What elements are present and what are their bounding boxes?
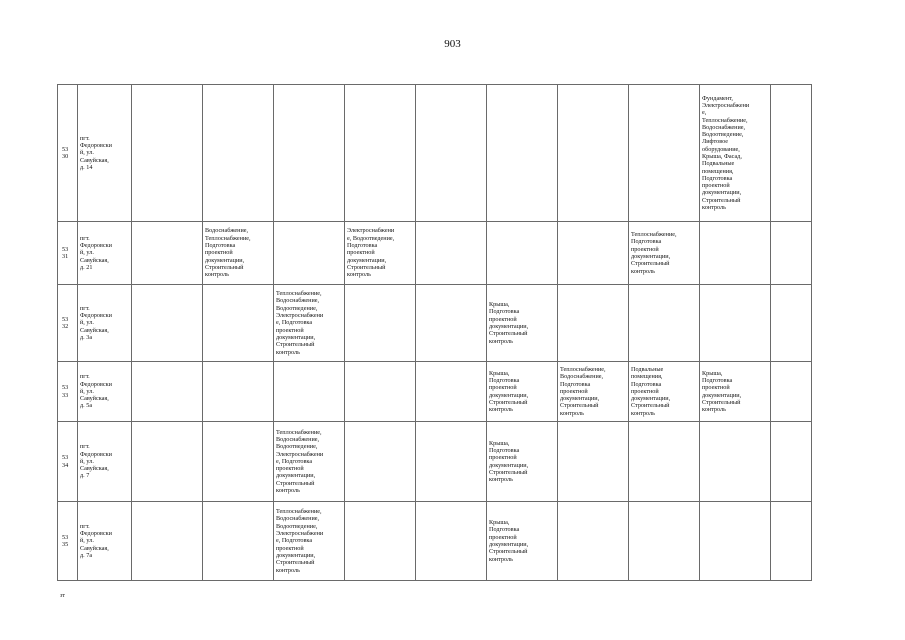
works-cell: Крыша, Подготовка проектной документации, Строительный контроль [487,285,558,362]
works-cell [132,362,203,422]
address-cell: пгт. Федоровски й, ул. Савуйская, д. 7 [78,422,132,502]
works-cell [700,285,771,362]
row-number-cell: 53 32 [58,285,78,362]
works-cell [274,222,345,285]
works-cell [487,85,558,222]
works-cell [771,362,812,422]
page-number: 903 [444,38,461,50]
works-cell: Теплоснабжение, Подготовка проектной документации, Строительный контроль [629,222,700,285]
works-cell [558,222,629,285]
works-cell: Теплоснабжение, Водоснабжение, Водоотведение, Электроснабжени е, Подготовка проектной документации, Строительный контроль [274,285,345,362]
works-cell [203,422,274,502]
works-cell [700,222,771,285]
row-number-cell: 53 34 [58,422,78,502]
works-cell [416,362,487,422]
works-cell [558,85,629,222]
row-number-cell: 53 31 [58,222,78,285]
works-cell [771,502,812,581]
works-cell: Водоснабжение, Теплоснабжение, Подготовка проектной документации, Строительный контроль [203,222,274,285]
works-cell [771,422,812,502]
works-cell [771,222,812,285]
works-cell: Крыша, Подготовка проектной документации, Строительный контроль [487,502,558,581]
works-cell [629,422,700,502]
works-cell [274,362,345,422]
works-cell: Теплоснабжение, Водоснабжение, Подготовка проектной документации, Строительный контроль [558,362,629,422]
works-cell [203,285,274,362]
works-cell [771,85,812,222]
works-cell [132,285,203,362]
works-cell [345,362,416,422]
works-cell [345,285,416,362]
works-cell [558,285,629,362]
address-cell: пгт. Федоровски й, ул. Савуйская, д. 7а [78,502,132,581]
works-cell [416,502,487,581]
works-cell [629,502,700,581]
works-cell: Крыша, Подготовка проектной документации, Строительный контроль [700,362,771,422]
table-row [58,222,812,285]
works-cell [416,422,487,502]
address-cell: пгт. Федоровски й, ул. Савуйская, д. 5а [78,362,132,422]
works-cell [132,222,203,285]
works-cell [700,502,771,581]
works-cell [771,285,812,362]
works-cell: Фундамент, Электроснабжени е, Теплоснабжение, Водоснабжение, Водоотведение, Лифтовое оборудование, Крыша, Фасад, Подвальные помещения, Подготовка проектной документации, Строительный контроль [700,85,771,222]
works-cell [558,502,629,581]
works-cell [345,85,416,222]
works-cell [416,222,487,285]
works-cell: Электроснабжени е, Водоотведение, Подготовка проектной документации, Строительный контроль [345,222,416,285]
works-cell [700,422,771,502]
works-cell [203,362,274,422]
works-cell [345,502,416,581]
works-cell [345,422,416,502]
footer-mark: зт [60,593,65,599]
works-cell [558,422,629,502]
address-cell: пгт. Федоровски й, ул. Савуйская, д. 14 [78,85,132,222]
works-cell [629,285,700,362]
works-cell [132,422,203,502]
works-cell [487,222,558,285]
table-row [58,422,812,502]
row-number-cell: 53 35 [58,502,78,581]
works-cell [416,285,487,362]
works-cell [274,85,345,222]
works-cell [203,502,274,581]
works-cell: Подвальные помещения, Подготовка проектной документации, Строительный контроль [629,362,700,422]
table-row [58,85,812,222]
works-cell [203,85,274,222]
table-body [58,85,812,581]
row-number-cell: 53 30 [58,85,78,222]
address-cell: пгт. Федоровски й, ул. Савуйская, д. 21 [78,222,132,285]
table-row [58,362,812,422]
address-cell: пгт. Федоровски й, ул. Савуйская, д. 3а [78,285,132,362]
repair-schedule-table [57,84,812,581]
works-cell [629,85,700,222]
works-cell: Крыша, Подготовка проектной документации, Строительный контроль [487,362,558,422]
works-cell [416,85,487,222]
works-cell: Крыша, Подготовка проектной документации, Строительный контроль [487,422,558,502]
works-cell: Теплоснабжение, Водоснабжение, Водоотведение, Электроснабжени е, Подготовка проектной документации, Строительный контроль [274,502,345,581]
works-cell: Теплоснабжение, Водоснабжение, Водоотведение, Электроснабжени е, Подготовка проектной документации, Строительный контроль [274,422,345,502]
works-cell [132,85,203,222]
table-row [58,285,812,362]
works-cell [132,502,203,581]
row-number-cell: 53 33 [58,362,78,422]
table-row [58,502,812,581]
